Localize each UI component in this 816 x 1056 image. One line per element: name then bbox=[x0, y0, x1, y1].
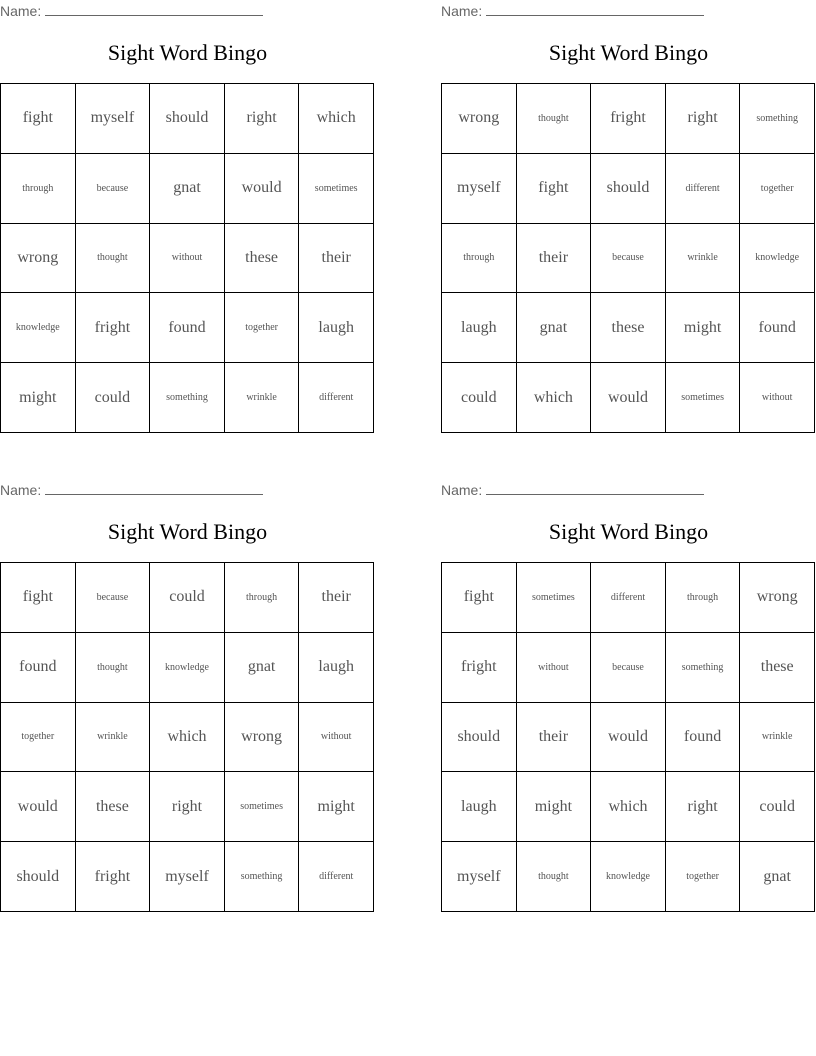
bingo-cell: thought bbox=[76, 224, 151, 294]
bingo-cell: fight bbox=[442, 563, 517, 633]
bingo-cell: fright bbox=[76, 842, 151, 912]
name-label: Name: bbox=[441, 3, 483, 19]
bingo-cell: something bbox=[666, 633, 741, 703]
bingo-cell: which bbox=[299, 84, 374, 154]
bingo-cell: wrinkle bbox=[740, 703, 815, 773]
bingo-cell: could bbox=[442, 363, 517, 433]
bingo-cell: without bbox=[150, 224, 225, 294]
bingo-cell: right bbox=[666, 772, 741, 842]
bingo-grid bbox=[441, 562, 815, 912]
bingo-cell: laugh bbox=[299, 633, 374, 703]
bingo-cell: might bbox=[517, 772, 592, 842]
bingo-cell: should bbox=[442, 703, 517, 773]
bingo-cell: sometimes bbox=[517, 563, 592, 633]
bingo-cell: different bbox=[299, 842, 374, 912]
bingo-cell: thought bbox=[517, 842, 592, 912]
bingo-card-1 bbox=[0, 0, 375, 435]
bingo-grid bbox=[441, 83, 815, 433]
name-blank-line bbox=[45, 2, 263, 16]
bingo-cell: knowledge bbox=[591, 842, 666, 912]
bingo-cell: these bbox=[591, 293, 666, 363]
bingo-cell: sometimes bbox=[299, 154, 374, 224]
bingo-cell: found bbox=[150, 293, 225, 363]
bingo-cell: right bbox=[225, 84, 300, 154]
bingo-cell: gnat bbox=[740, 842, 815, 912]
bingo-cell: right bbox=[150, 772, 225, 842]
bingo-cell: together bbox=[1, 703, 76, 773]
name-field bbox=[441, 481, 704, 498]
bingo-cell: could bbox=[76, 363, 151, 433]
bingo-cell: found bbox=[666, 703, 741, 773]
bingo-cell: would bbox=[1, 772, 76, 842]
bingo-cell: knowledge bbox=[1, 293, 76, 363]
bingo-cell: wrinkle bbox=[76, 703, 151, 773]
bingo-cell: myself bbox=[442, 154, 517, 224]
name-field bbox=[0, 2, 263, 19]
bingo-cell: could bbox=[740, 772, 815, 842]
bingo-cell: because bbox=[591, 633, 666, 703]
bingo-cell: myself bbox=[76, 84, 151, 154]
name-label: Name: bbox=[0, 482, 42, 498]
bingo-card-3 bbox=[0, 479, 375, 914]
bingo-cell: different bbox=[591, 563, 666, 633]
name-label: Name: bbox=[0, 3, 42, 19]
bingo-cell: might bbox=[666, 293, 741, 363]
bingo-cell: would bbox=[591, 363, 666, 433]
bingo-cell: wrong bbox=[1, 224, 76, 294]
bingo-cell: without bbox=[299, 703, 374, 773]
card-title: Sight Word Bingo bbox=[548, 519, 709, 544]
bingo-cell: fight bbox=[517, 154, 592, 224]
bingo-cell: through bbox=[442, 224, 517, 294]
bingo-cell: could bbox=[150, 563, 225, 633]
bingo-cell: something bbox=[740, 84, 815, 154]
bingo-grid bbox=[0, 83, 374, 433]
bingo-cell: their bbox=[517, 703, 592, 773]
bingo-card-4 bbox=[441, 479, 816, 914]
name-blank-line bbox=[45, 481, 263, 495]
bingo-cell: their bbox=[517, 224, 592, 294]
name-label: Name: bbox=[441, 482, 483, 498]
bingo-cell: together bbox=[225, 293, 300, 363]
bingo-cell: sometimes bbox=[666, 363, 741, 433]
bingo-cell: myself bbox=[150, 842, 225, 912]
name-blank-line bbox=[486, 481, 704, 495]
card-title: Sight Word Bingo bbox=[107, 40, 268, 65]
bingo-cell: gnat bbox=[517, 293, 592, 363]
bingo-cell: together bbox=[666, 842, 741, 912]
bingo-cell: wrong bbox=[740, 563, 815, 633]
bingo-cell: these bbox=[740, 633, 815, 703]
bingo-grid bbox=[0, 562, 374, 912]
bingo-cell: knowledge bbox=[740, 224, 815, 294]
bingo-cell: laugh bbox=[299, 293, 374, 363]
bingo-cell: fright bbox=[76, 293, 151, 363]
card-title: Sight Word Bingo bbox=[107, 519, 268, 544]
bingo-cell: found bbox=[740, 293, 815, 363]
bingo-cell: together bbox=[740, 154, 815, 224]
bingo-cell: would bbox=[225, 154, 300, 224]
bingo-cell: wrinkle bbox=[666, 224, 741, 294]
bingo-cell: fight bbox=[1, 84, 76, 154]
bingo-cell: sometimes bbox=[225, 772, 300, 842]
bingo-cell: these bbox=[76, 772, 151, 842]
bingo-cell: wrong bbox=[225, 703, 300, 773]
bingo-cell: through bbox=[1, 154, 76, 224]
bingo-cell: different bbox=[666, 154, 741, 224]
bingo-cell: might bbox=[1, 363, 76, 433]
bingo-cell: laugh bbox=[442, 293, 517, 363]
bingo-cell: laugh bbox=[442, 772, 517, 842]
bingo-cell: gnat bbox=[150, 154, 225, 224]
bingo-cell: would bbox=[591, 703, 666, 773]
bingo-cell: because bbox=[76, 154, 151, 224]
bingo-cell: should bbox=[1, 842, 76, 912]
bingo-cell: which bbox=[517, 363, 592, 433]
bingo-cell: fight bbox=[1, 563, 76, 633]
bingo-cell: fright bbox=[591, 84, 666, 154]
bingo-cell: because bbox=[591, 224, 666, 294]
bingo-cell: fright bbox=[442, 633, 517, 703]
bingo-cell: right bbox=[666, 84, 741, 154]
bingo-cell: might bbox=[299, 772, 374, 842]
bingo-cell: thought bbox=[76, 633, 151, 703]
bingo-cell: wrinkle bbox=[225, 363, 300, 433]
bingo-cell: without bbox=[740, 363, 815, 433]
bingo-cell: should bbox=[150, 84, 225, 154]
bingo-cell: because bbox=[76, 563, 151, 633]
bingo-cell: these bbox=[225, 224, 300, 294]
bingo-cell: their bbox=[299, 563, 374, 633]
bingo-cell: through bbox=[225, 563, 300, 633]
bingo-cell: their bbox=[299, 224, 374, 294]
bingo-cell: wrong bbox=[442, 84, 517, 154]
name-blank-line bbox=[486, 2, 704, 16]
bingo-cell: should bbox=[591, 154, 666, 224]
name-field bbox=[441, 2, 704, 19]
bingo-cell: found bbox=[1, 633, 76, 703]
bingo-cell: thought bbox=[517, 84, 592, 154]
bingo-cell: without bbox=[517, 633, 592, 703]
bingo-cell: something bbox=[225, 842, 300, 912]
name-field bbox=[0, 481, 263, 498]
bingo-cell: which bbox=[150, 703, 225, 773]
bingo-cell: different bbox=[299, 363, 374, 433]
card-title: Sight Word Bingo bbox=[548, 40, 709, 65]
bingo-cell: which bbox=[591, 772, 666, 842]
bingo-cell: through bbox=[666, 563, 741, 633]
bingo-cell: something bbox=[150, 363, 225, 433]
bingo-cell: gnat bbox=[225, 633, 300, 703]
bingo-cell: myself bbox=[442, 842, 517, 912]
bingo-card-2 bbox=[441, 0, 816, 435]
bingo-cell: knowledge bbox=[150, 633, 225, 703]
